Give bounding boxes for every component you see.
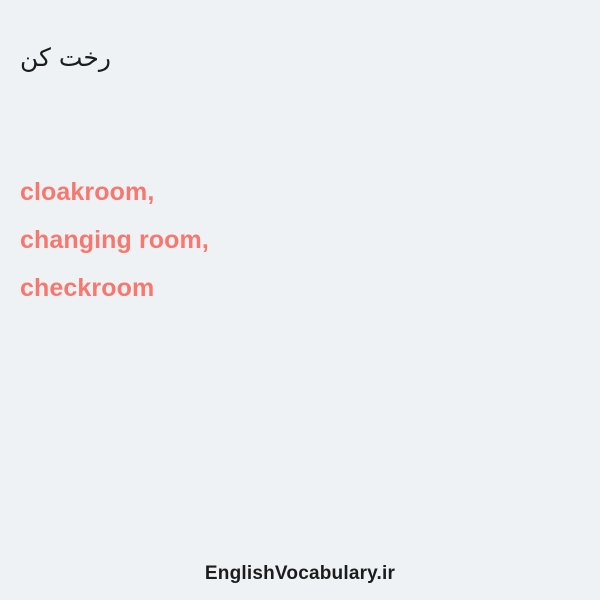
translation-item: changing room, bbox=[20, 226, 209, 254]
translation-item: cloakroom, bbox=[20, 178, 155, 206]
translation-item: checkroom bbox=[20, 274, 155, 302]
site-name-footer: EnglishVocabulary.ir bbox=[204, 563, 396, 584]
translation-list bbox=[20, 168, 580, 312]
headword-persian: رخت کن bbox=[20, 43, 111, 72]
